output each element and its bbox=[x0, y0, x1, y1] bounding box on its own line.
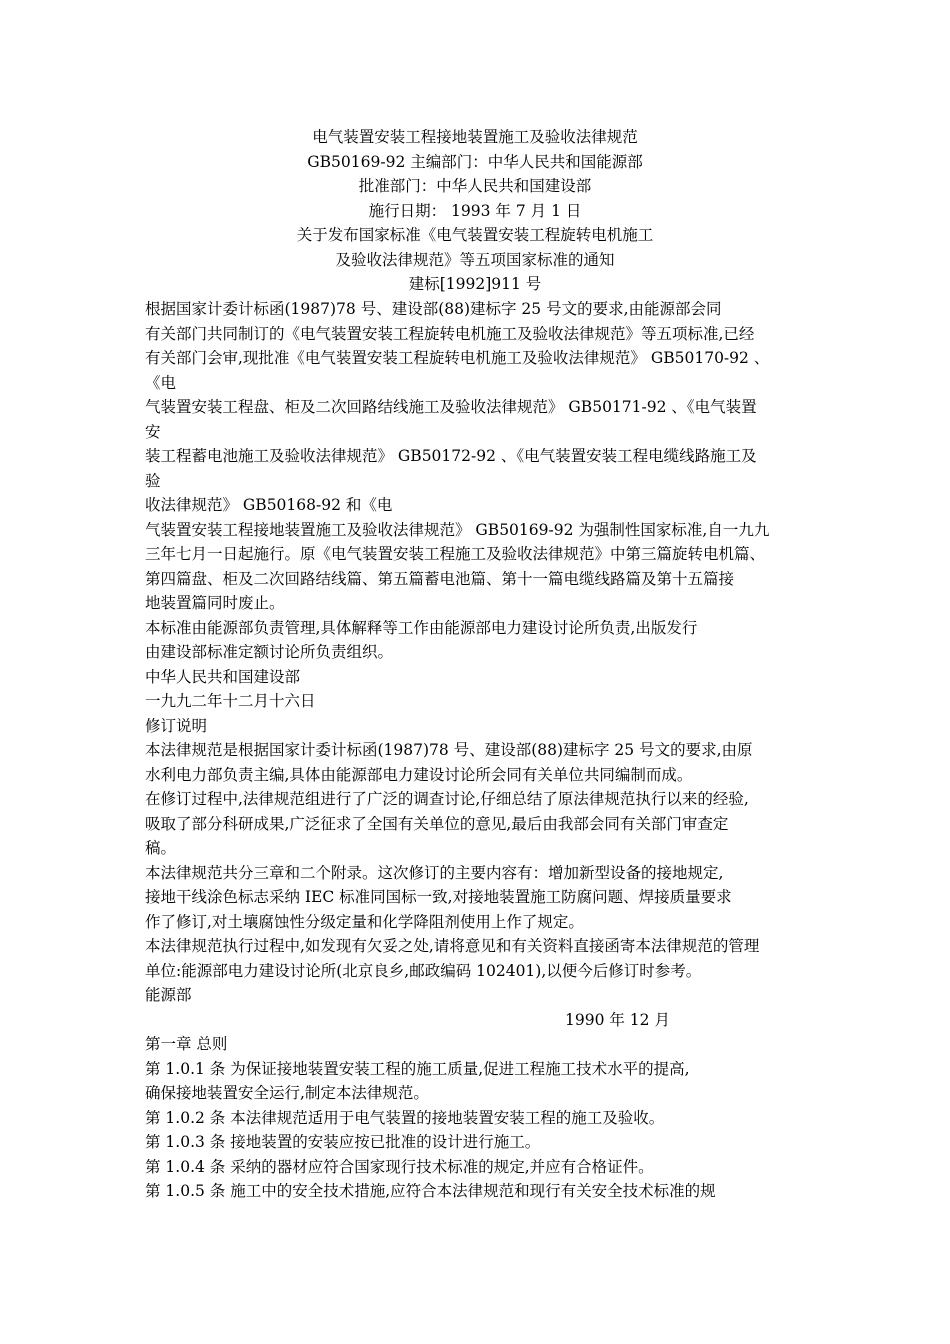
signature-ministry: 能源部 bbox=[145, 986, 192, 1004]
signature-date: 一九九二年十二月十六日 bbox=[145, 692, 316, 710]
body-text-line: 本法律规范执行过程中,如发现有欠妥之处,请将意见和有关资料直接函寄本法律规范的管理 bbox=[145, 937, 760, 955]
approval-department-line: 批准部门：中华人民共和国建设部 bbox=[358, 177, 592, 195]
effective-date-line: 施行日期： 1993 年 7 月 1 日 bbox=[368, 201, 582, 220]
body-text-line: 地装置篇同时废止。 bbox=[145, 594, 285, 612]
body-text-line: 有关部门会审,现批准《电气装置安装工程旋转电机施工及验收法律规范》 GB50170-92 、 bbox=[145, 349, 770, 367]
clause-line: 第 1.0.4 条 采纳的器材应符合国家现行技术标准的规定,并应有合格证件。 bbox=[145, 1157, 654, 1176]
body-text-line: 由建设部标准定额讨论所负责组织。 bbox=[145, 643, 394, 661]
body-text-line: 装工程蓄电池施工及验收法律规范》 GB50172-92 、《电气装置安装工程电缆线路施工及 bbox=[145, 447, 757, 465]
signature-organization: 中华人民共和国建设部 bbox=[145, 667, 301, 686]
body-text-line: 水利电力部负责主编,具体由能源部电力建设讨论所会同有关单位共同编制而成。 bbox=[145, 765, 693, 784]
section-heading-revision-notes: 修订说明 bbox=[145, 716, 208, 735]
body-text-line: 本标准由能源部负责管理,具体解释等工作由能源部电力建设讨论所负责,出版发行 bbox=[145, 618, 698, 637]
clause-line: 第 1.0.5 条 施工中的安全技术措施,应符合本法律规范和现行有关安全技术标准的规 bbox=[145, 1182, 716, 1200]
document-title: 电气装置安装工程接地装置施工及验收法律规范 bbox=[312, 128, 638, 146]
body-text-line: 在修订过程中,法律规范组进行了广泛的调查讨论,仔细总结了原法律规范执行以来的经验, bbox=[145, 790, 749, 808]
body-text-line: 本法律规范共分三章和二个附录。这次修订的主要内容有：增加新型设备的接地规定, bbox=[145, 863, 724, 882]
body-text-line: 《电 bbox=[145, 373, 177, 392]
body-text-line: 气装置安装工程接地装置施工及验收法律规范》 GB50169-92 为强制性国家标准,自一九九 bbox=[145, 520, 770, 539]
notice-title-line-2: 及验收法律规范》等五项国家标准的通知 bbox=[335, 250, 615, 269]
clause-line: 第 1.0.2 条 本法律规范适用于电气装置的接地装置安装工程的施工及验收。 bbox=[145, 1108, 665, 1127]
document-body bbox=[145, 297, 835, 1204]
body-text-line: 吸取了部分科研成果,广泛征求了全国有关单位的意见,最后由我部会同有关部门审查定 bbox=[145, 814, 729, 833]
body-text-line: 第四篇盘、柜及二次回路结线篇、第五篇蓄电池篇、第十一篇电缆线路篇及第十五篇接 bbox=[145, 569, 735, 588]
chapter-heading: 第一章 总则 bbox=[145, 1035, 228, 1053]
body-text-line: 接地干线涂色标志采纳 IEC 标准同国标一致,对接地装置施工防腐问题、焊接质量要求 bbox=[145, 888, 732, 906]
body-text-line: 稿。 bbox=[145, 839, 177, 857]
body-text-line: 安 bbox=[145, 422, 161, 441]
body-text-line: 气装置安装工程盘、柜及二次回路结线施工及验收法律规范》 GB50171-92 、《电气装置 bbox=[145, 398, 757, 416]
notice-title-line-1: 关于发布国家标准《电气装置安装工程旋转电机施工 bbox=[296, 226, 654, 244]
body-text-line: 有关部门共同制订的《电气装置安装工程旋转电机施工及验收法律规范》等五项标准,已经 bbox=[145, 324, 755, 343]
clause-line: 确保接地装置安全运行,制定本法律规范。 bbox=[145, 1084, 429, 1102]
body-text-line: 三年七月一日起施行。原《电气装置安装工程施工及验收法律规范》中第三篇旋转电机篇、 bbox=[145, 545, 766, 563]
clause-line: 第 1.0.3 条 接地装置的安装应按已批准的设计进行施工。 bbox=[145, 1133, 541, 1151]
revision-date: 1990 年 12 月 bbox=[565, 1010, 670, 1029]
body-text-line: 作了修订,对土壤腐蚀性分级定量和化学降阻剂使用上作了规定。 bbox=[145, 912, 584, 931]
body-text-line: 收法律规范》 GB50168-92 和《电 bbox=[145, 496, 393, 514]
standard-number-line: GB50169-92 主编部门：中华人民共和国能源部 bbox=[307, 152, 643, 171]
body-text-line: 根据国家计委计标函(1987)78 号、建设部(88)建标字 25 号文的要求,由能源部会同 bbox=[145, 300, 722, 318]
body-text-line: 验 bbox=[145, 471, 161, 490]
clause-line: 第 1.0.1 条 为保证接地装置安装工程的施工质量,促进工程施工技术水平的提高, bbox=[145, 1059, 690, 1078]
body-text-line: 单位:能源部电力建设讨论所(北京良乡,邮政编码 102401),以便今后修订时参考。 bbox=[145, 961, 702, 980]
body-text-line: 本法律规范是根据国家计委计标函(1987)78 号、建设部(88)建标字 25 号文的要求,由原 bbox=[145, 741, 753, 759]
document-header bbox=[0, 125, 950, 297]
notice-number-line: 建标[1992]911 号 bbox=[408, 275, 542, 293]
